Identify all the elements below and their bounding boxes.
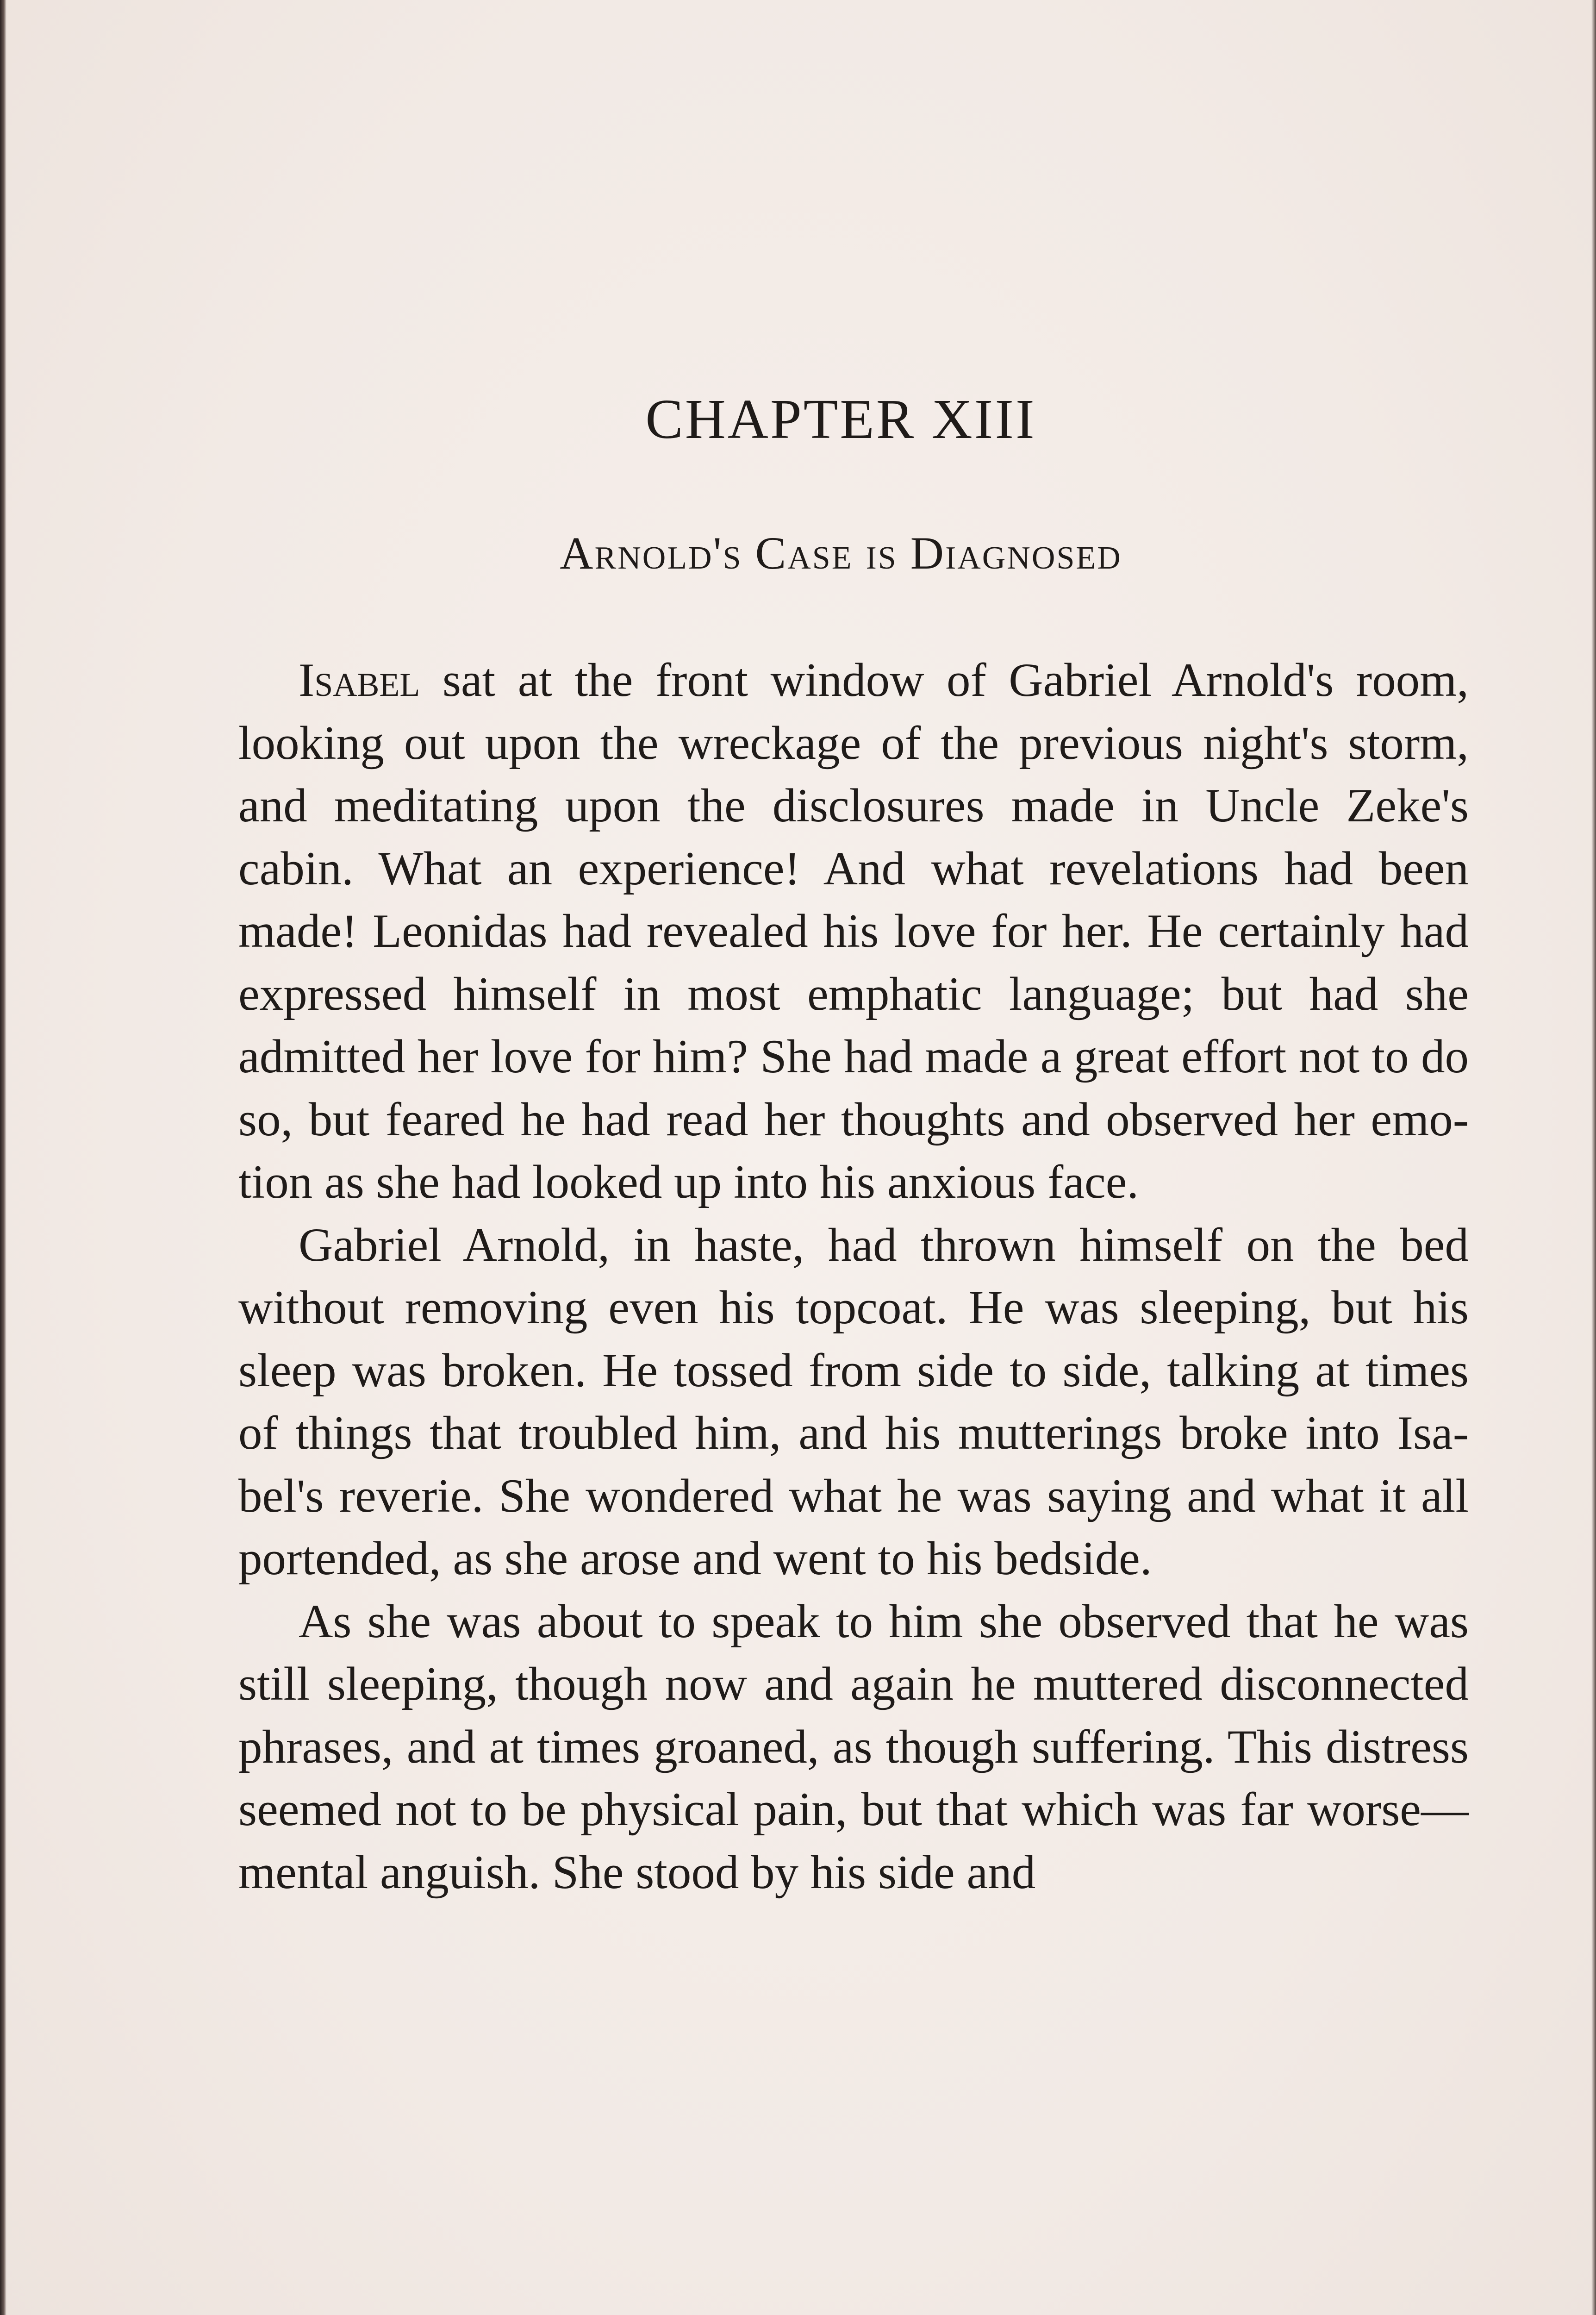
- chapter-subtitle: Arnold's Case is Diagnosed: [560, 527, 1122, 579]
- paragraph-lead: Isabel: [299, 654, 420, 707]
- paragraph-text: Gabriel Arnold, in haste, had thrown himself on the bed without removing even his topcoat. He was sleeping, but his sleep was broken. He tossed from side to side, talking at times of things that troubled him, and his mutterings broke into Isabel's reverie. She wondered what he was saying and what it all portended, as she arose and went to his bedside.: [238, 1218, 1469, 1585]
- paragraph-3: [238, 1590, 1469, 1904]
- paragraph-2: [238, 1214, 1469, 1590]
- page-edge-right: [1591, 0, 1596, 2315]
- paragraph-text: sat at the front window of Gabriel Arnold's room, looking out upon the wreckage of the previous night's storm, and meditating upon the disclosures made in Uncle Zeke's cabin. What an experience! And what revelations had been made! Leonidas had revealed his love for her. He certainly had expressed himself in most emphatic language; but had she admitted her love for him? She had made a great effort not to do so, but feared he had read her thoughts and observed her emotion as she had looked up into his anxious face.: [238, 654, 1469, 1208]
- paragraph-1: [238, 649, 1469, 1214]
- body-text: [238, 649, 1469, 1904]
- chapter-title: CHAPTER XIII: [645, 388, 1036, 450]
- page-edge-left: [0, 0, 6, 2315]
- paragraph-text: As she was about to speak to him she observed that he was still sleeping, though now and again he muttered disconnected phrases, and at times groaned, as though suffering. This distress seemed not to be physical pain, but that which was far worse—mental anguish. She stood by his side and: [238, 1595, 1469, 1899]
